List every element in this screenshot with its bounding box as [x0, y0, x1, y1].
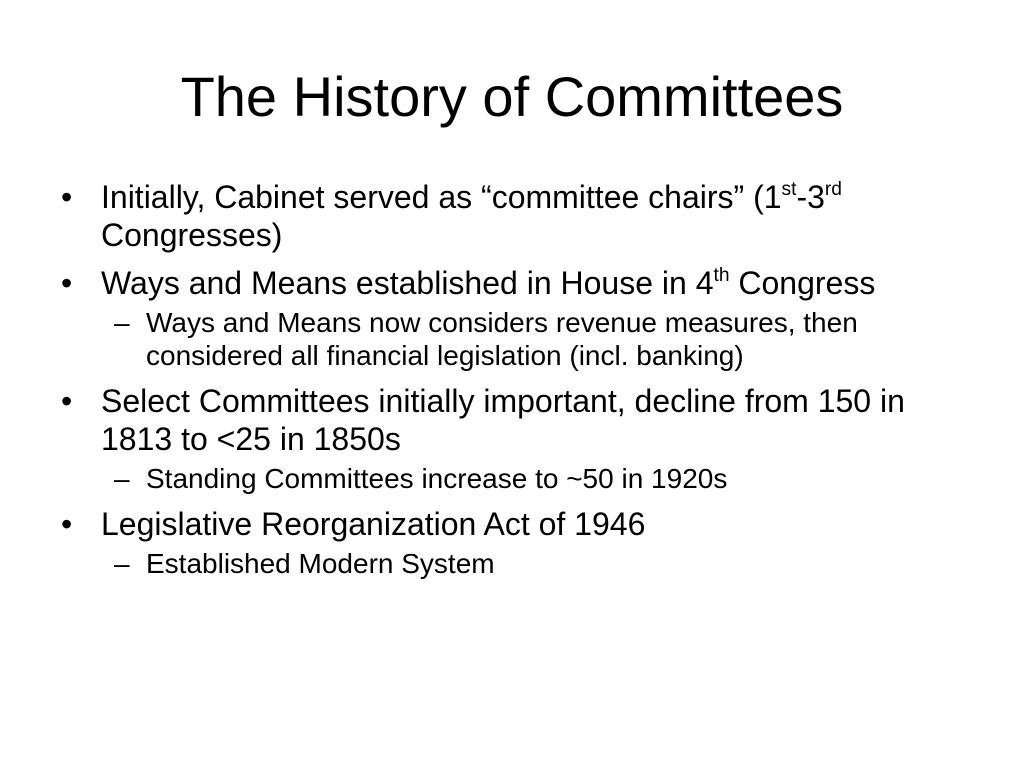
bullet-icon: • — [61, 383, 73, 419]
sub-bullet-item-4-1-text: Established Modern System — [146, 548, 495, 579]
bullet-icon: • — [61, 506, 73, 542]
bullet-item-3-text: Select Committees initially important, decline from 150 in 1813 to <25 in 1850s — [101, 383, 905, 457]
sub-bullet-item-3-1 — [0, 462, 1024, 495]
sub-bullet-item-2-1-text: Ways and Means now considers revenue measures, then considered all financial legislation (incl. banking) — [146, 307, 858, 371]
slide-body — [0, 178, 1024, 580]
superscript: th — [713, 265, 730, 287]
bullet-item-2-text: Ways and Means established in House in 4th Congress — [101, 265, 876, 301]
bullet-icon: • — [61, 179, 73, 215]
sub-bullet-item-3-1-text: Standing Committees increase to ~50 in 1920s — [146, 463, 728, 494]
bullet-item-1-text: Initially, Cabinet served as “committee chairs” (1st-3rd Congresses) — [101, 179, 842, 253]
dash-icon: – — [114, 307, 130, 338]
sub-bullet-item-2-1 — [0, 306, 1024, 372]
dash-icon: – — [114, 548, 130, 579]
bullet-item-3 — [0, 382, 1024, 458]
bullet-icon: • — [61, 265, 73, 301]
superscript: rd — [824, 179, 842, 201]
bullet-item-4-text: Legislative Reorganization Act of 1946 — [101, 506, 646, 542]
sub-bullet-item-4-1 — [0, 547, 1024, 580]
slide-title: The History of Committees — [180, 65, 844, 128]
dash-icon: – — [114, 463, 130, 494]
bullet-item-2 — [0, 264, 1024, 302]
bullet-item-4 — [0, 505, 1024, 543]
bullet-item-1 — [0, 178, 1024, 254]
superscript: st — [781, 179, 797, 201]
